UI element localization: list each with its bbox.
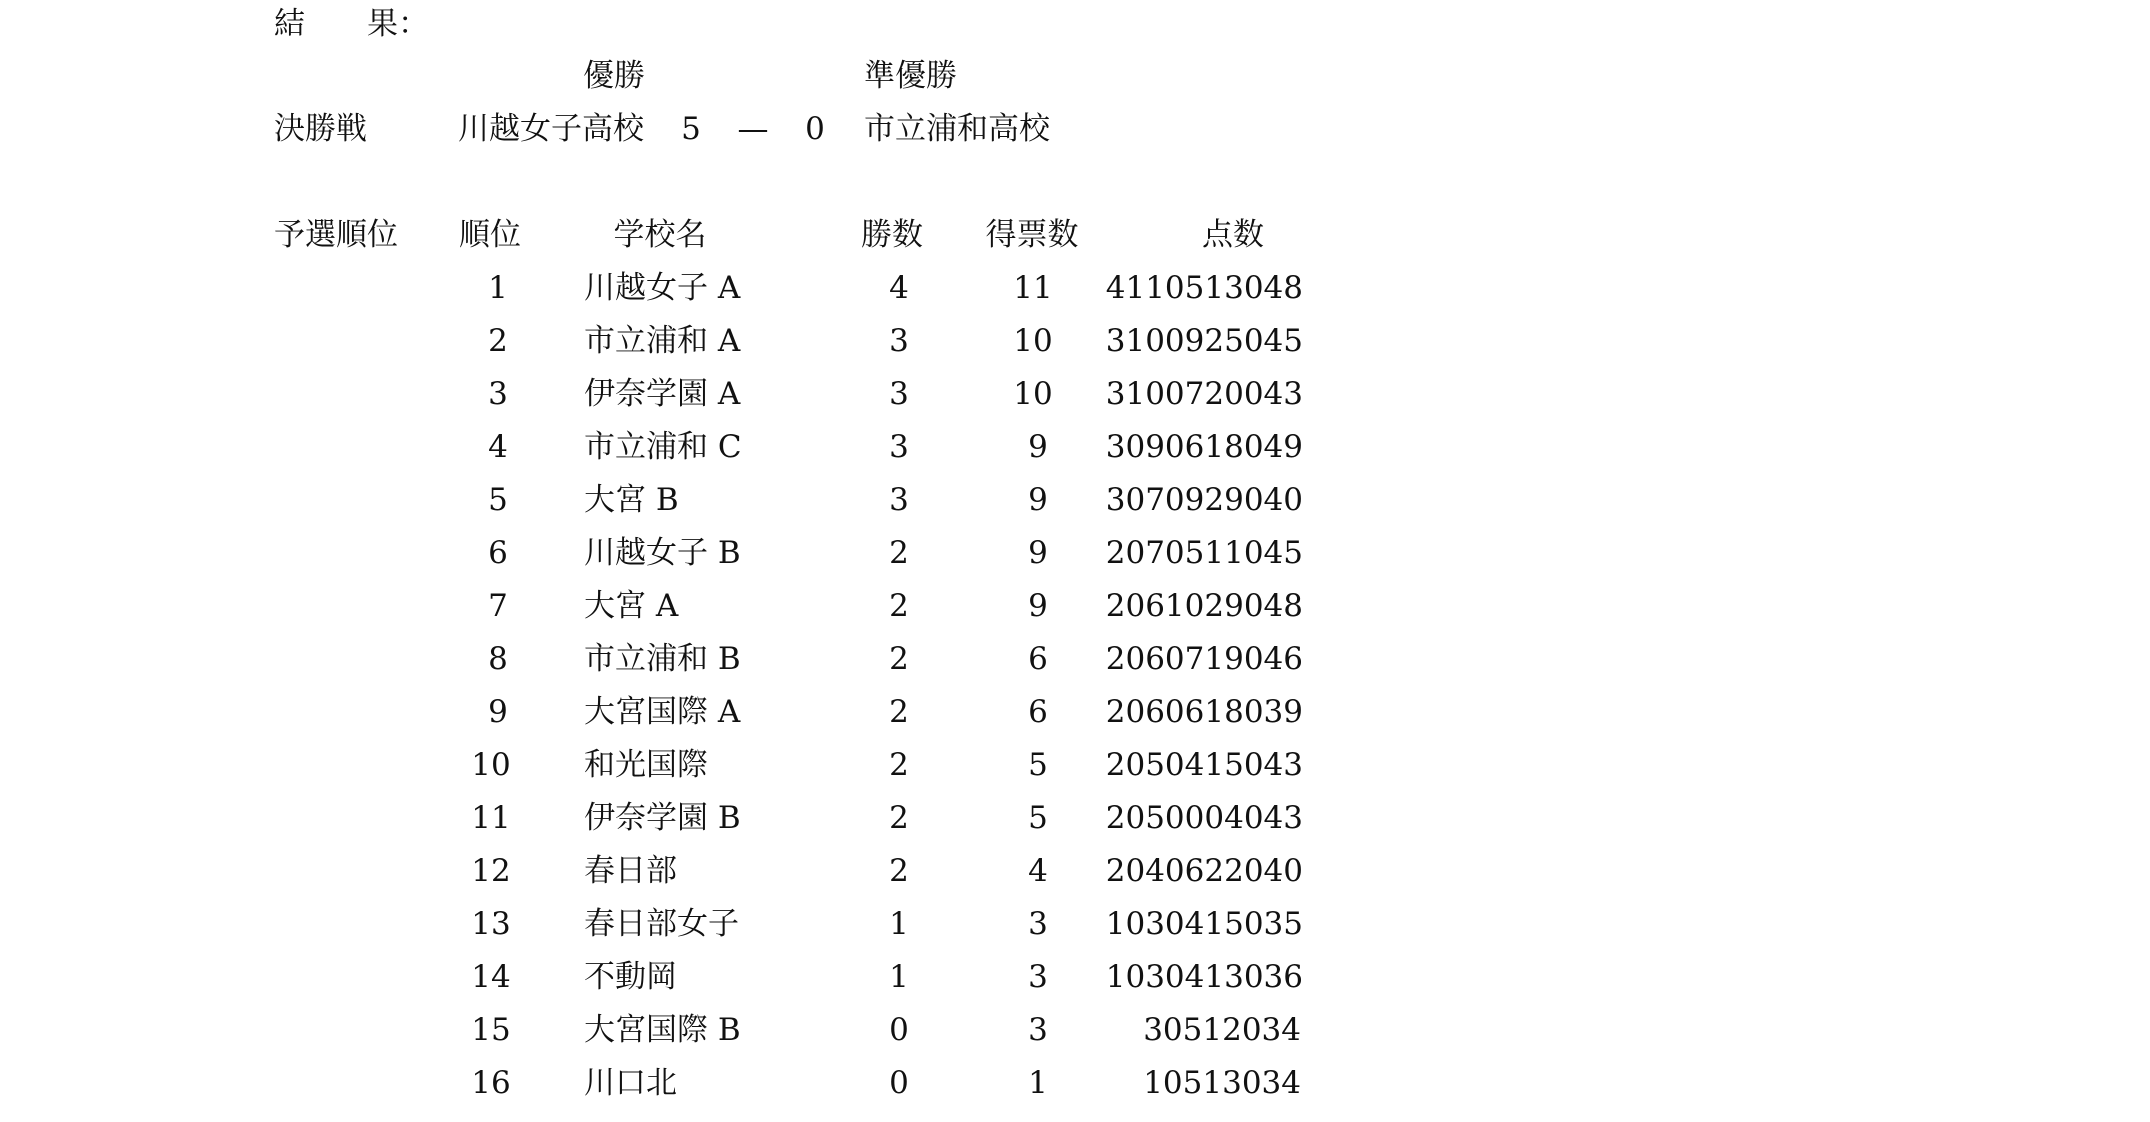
school-cell: 川口北: [584, 1065, 677, 1101]
rank-cell: 4: [488, 429, 508, 465]
points-cell: 2050415043: [1105, 747, 1303, 783]
column-header-votes: 得票数: [985, 217, 1079, 253]
points-cell: 10513034: [1143, 1065, 1301, 1101]
school-cell: 市立浦和 A: [584, 323, 741, 359]
rank-cell: 10: [471, 747, 511, 783]
wins-cell: 0: [889, 1065, 909, 1101]
school-cell: 大宮国際 A: [584, 694, 741, 730]
rank-cell: 15: [471, 1012, 511, 1048]
school-cell: 川越女子 A: [584, 270, 741, 306]
wins-cell: 2: [889, 800, 909, 836]
points-cell: 3090618049: [1105, 429, 1303, 465]
votes-cell: 3: [1028, 959, 1048, 995]
wins-cell: 2: [889, 694, 909, 730]
votes-cell: 3: [1028, 906, 1048, 942]
column-header-rank: 順位: [459, 217, 521, 253]
points-cell: 1030413036: [1105, 959, 1303, 995]
points-cell: 2050004043: [1105, 800, 1303, 836]
points-cell: 3100720043: [1105, 376, 1303, 412]
final-row-label: 決勝戦: [274, 111, 367, 147]
votes-cell: 6: [1028, 694, 1048, 730]
points-cell: 1030415035: [1105, 906, 1303, 942]
school-cell: 大宮 B: [584, 482, 679, 518]
final-winner-school: 川越女子高校: [458, 111, 644, 147]
votes-cell: 9: [1028, 482, 1048, 518]
final-score-dash: —: [737, 111, 769, 147]
wins-cell: 3: [889, 429, 909, 465]
wins-cell: 2: [889, 535, 909, 571]
rank-cell: 14: [471, 959, 511, 995]
votes-cell: 9: [1028, 429, 1048, 465]
votes-cell: 9: [1028, 535, 1048, 571]
points-cell: 2061029048: [1105, 588, 1303, 624]
rank-cell: 8: [488, 641, 508, 677]
points-cell: 4110513048: [1105, 270, 1303, 306]
wins-cell: 2: [889, 588, 909, 624]
points-cell: 3100925045: [1105, 323, 1303, 359]
school-cell: 春日部: [584, 853, 677, 889]
rank-cell: 1: [488, 270, 508, 306]
school-cell: 大宮国際 B: [584, 1012, 741, 1048]
runner-up-header: 準優勝: [864, 58, 957, 94]
wins-cell: 3: [889, 323, 909, 359]
result-heading: 結 果：: [274, 6, 429, 42]
rank-cell: 11: [471, 800, 511, 836]
votes-cell: 6: [1028, 641, 1048, 677]
school-cell: 不動岡: [584, 959, 677, 995]
school-cell: 和光国際: [584, 747, 708, 783]
rank-cell: 12: [471, 853, 511, 889]
rank-cell: 7: [488, 588, 508, 624]
wins-cell: 1: [889, 959, 909, 995]
rank-cell: 13: [471, 906, 511, 942]
rank-cell: 2: [488, 323, 508, 359]
school-cell: 伊奈学園 A: [584, 376, 741, 412]
votes-cell: 5: [1028, 747, 1048, 783]
final-score-winner: 5: [681, 111, 701, 147]
points-cell: 2040622040: [1105, 853, 1303, 889]
school-cell: 春日部女子: [584, 906, 739, 942]
votes-cell: 9: [1028, 588, 1048, 624]
wins-cell: 2: [889, 853, 909, 889]
standings-section-label: 予選順位: [274, 217, 398, 253]
wins-cell: 1: [889, 906, 909, 942]
rank-cell: 3: [488, 376, 508, 412]
wins-cell: 2: [889, 641, 909, 677]
votes-cell: 4: [1028, 853, 1048, 889]
school-cell: 市立浦和 C: [584, 429, 742, 465]
school-cell: 伊奈学園 B: [584, 800, 741, 836]
votes-cell: 10: [1013, 323, 1053, 359]
votes-cell: 5: [1028, 800, 1048, 836]
points-cell: 2070511045: [1105, 535, 1303, 571]
rank-cell: 5: [488, 482, 508, 518]
wins-cell: 0: [889, 1012, 909, 1048]
points-cell: 2060719046: [1105, 641, 1303, 677]
column-header-points: 点数: [1202, 217, 1264, 253]
points-cell: 30512034: [1143, 1012, 1301, 1048]
votes-cell: 3: [1028, 1012, 1048, 1048]
votes-cell: 11: [1013, 270, 1053, 306]
school-cell: 大宮 A: [584, 588, 679, 624]
final-score-runner-up: 0: [805, 111, 825, 147]
school-cell: 川越女子 B: [584, 535, 741, 571]
column-header-school: 学校名: [613, 217, 707, 253]
wins-cell: 3: [889, 482, 909, 518]
rank-cell: 16: [471, 1065, 511, 1101]
votes-cell: 10: [1013, 376, 1053, 412]
final-runner-up-school: 市立浦和高校: [864, 111, 1050, 147]
votes-cell: 1: [1028, 1065, 1048, 1101]
winner-header: 優勝: [583, 58, 645, 94]
school-cell: 市立浦和 B: [584, 641, 741, 677]
rank-cell: 9: [488, 694, 508, 730]
rank-cell: 6: [488, 535, 508, 571]
wins-cell: 4: [889, 270, 909, 306]
wins-cell: 3: [889, 376, 909, 412]
points-cell: 2060618039: [1105, 694, 1303, 730]
column-header-wins: 勝数: [861, 217, 923, 253]
wins-cell: 2: [889, 747, 909, 783]
points-cell: 3070929040: [1105, 482, 1303, 518]
